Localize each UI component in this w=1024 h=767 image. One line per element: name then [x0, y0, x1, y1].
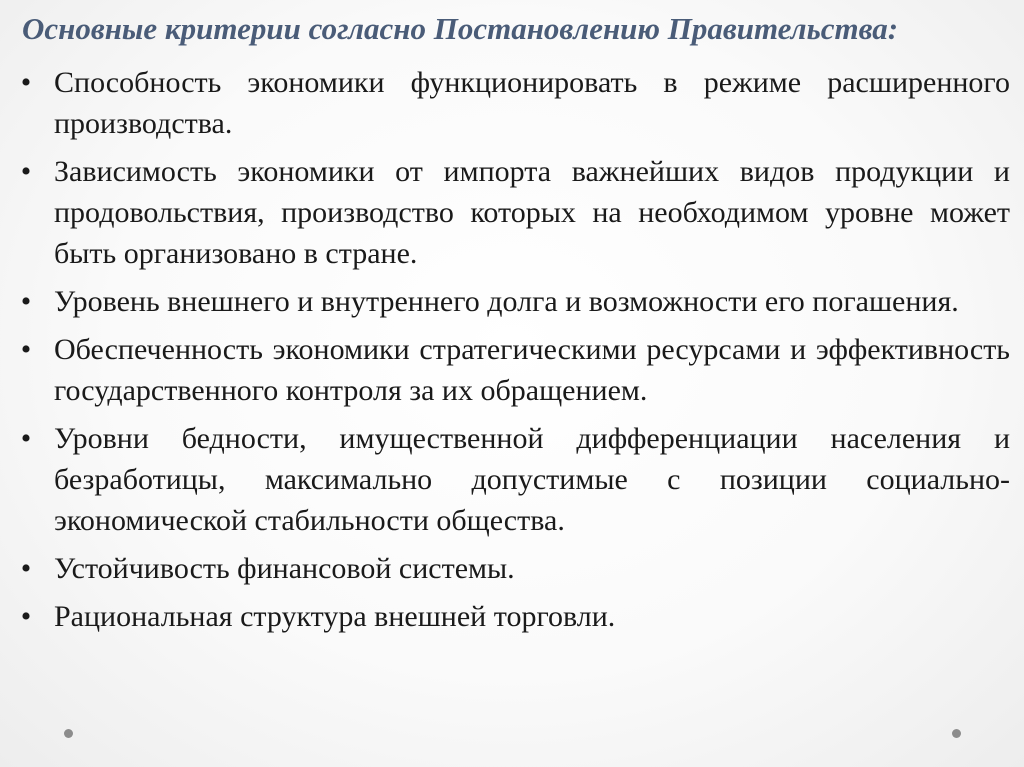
bullet-icon: • — [20, 552, 32, 585]
list-item-text: Способность экономики функционировать в режиме расширенного производства. — [54, 66, 1010, 140]
list-item-text: Обеспеченность экономики стратегическими ресурсами и эффективность государственного контроля за их обращением. — [54, 333, 1010, 407]
list-item — [16, 548, 1010, 589]
bullet-icon: • — [20, 600, 32, 633]
bullet-icon: • — [20, 333, 32, 366]
next-slide-dot[interactable] — [952, 729, 961, 738]
list-item-text: Устойчивость финансовой системы. — [54, 552, 515, 585]
list-item — [16, 62, 1010, 144]
bullet-icon: • — [20, 66, 32, 99]
criteria-list — [16, 62, 1010, 644]
list-item — [16, 151, 1010, 274]
list-item-text: Зависимость экономики от импорта важнейших видов продукции и продовольствия, производство которых на необходимом уровне может быть организовано в стране. — [54, 155, 1010, 270]
list-item-text: Уровни бедности, имущественной дифференциации населения и безработицы, максимально допустимые с позиции социально-экономической стабильности общества. — [54, 422, 1010, 537]
list-item — [16, 418, 1010, 541]
bullet-icon: • — [20, 422, 32, 455]
previous-slide-dot[interactable] — [64, 729, 73, 738]
list-item — [16, 329, 1010, 411]
bullet-icon: • — [20, 155, 32, 188]
list-item — [16, 596, 1010, 637]
slide-title: Основные критерии согласно Постановлению Правительства: — [22, 11, 899, 46]
bullet-icon: • — [20, 285, 32, 318]
list-item — [16, 281, 1010, 322]
list-item-text: Рациональная структура внешней торговли. — [54, 600, 616, 633]
list-item-text: Уровень внешнего и внутреннего долга и возможности его погашения. — [54, 285, 959, 318]
